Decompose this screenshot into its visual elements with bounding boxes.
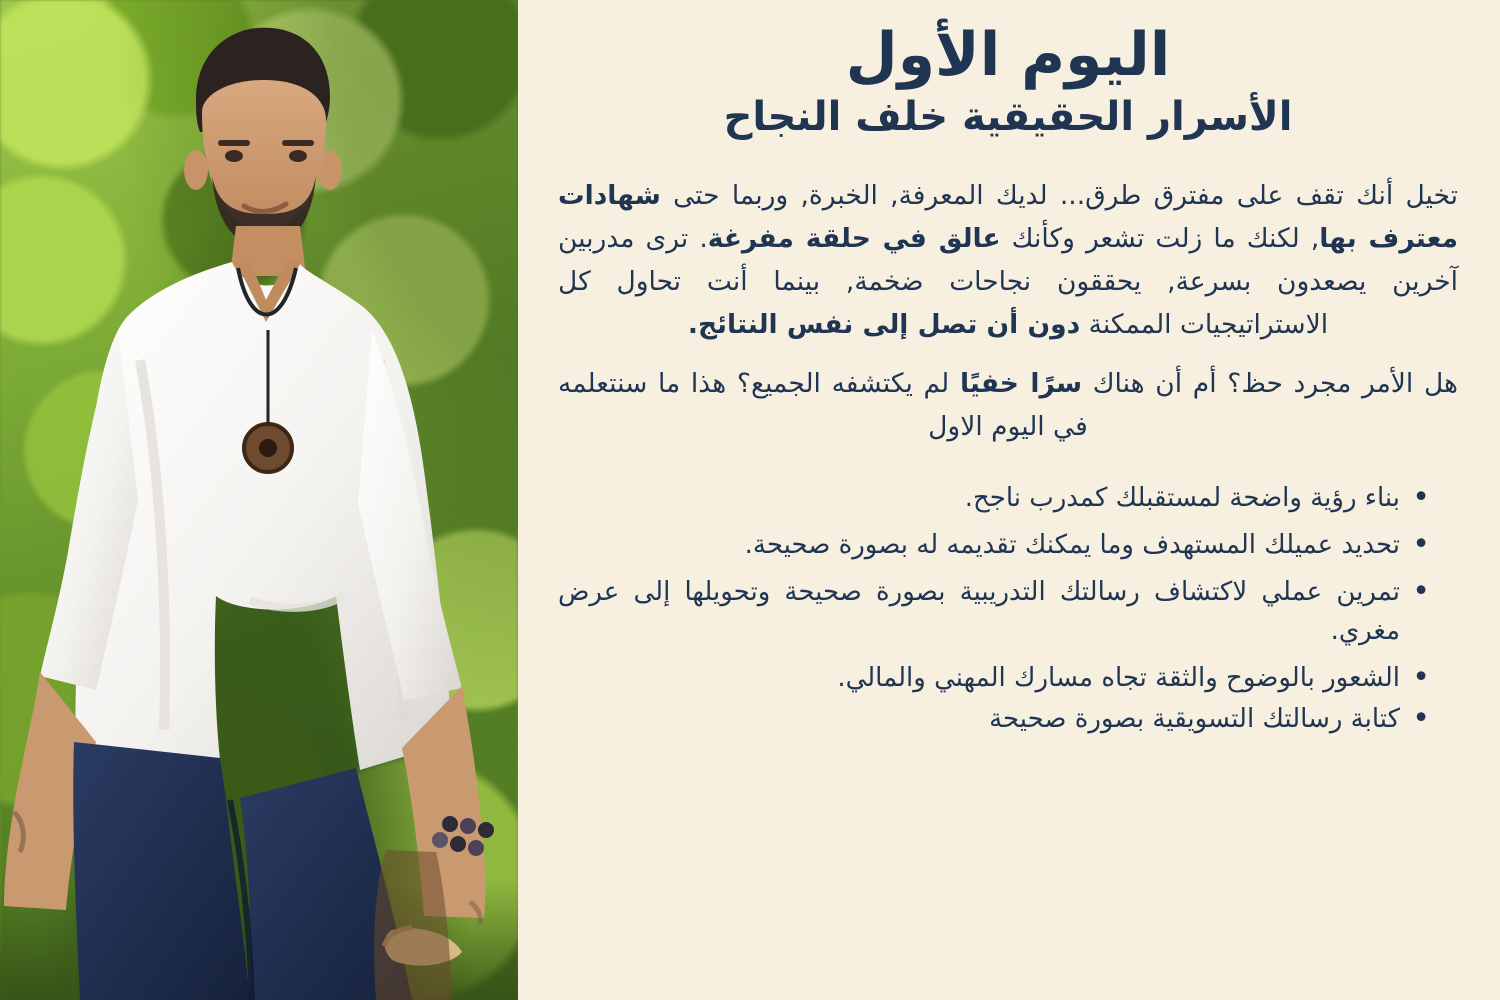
list-item: • تحديد عميلك المستهدف وما يمكنك تقديمه له بصورة صحيحة.: [558, 526, 1400, 565]
p1-bold-1: شهادات معترف بها: [558, 180, 1458, 255]
photo-panel: [0, 0, 518, 1000]
p1-text-part-2: , لكنك ما زلت تشعر وكأنك: [1000, 223, 1320, 255]
outcomes-list: [558, 479, 1458, 739]
list-item: • الشعور بالوضوح والثقة تجاه مسارك المهني والمالي.: [558, 659, 1400, 698]
p2-text-part-2: لم يكتشفه الجميع؟ هذا ما سنتعلمه في اليوم الاول: [558, 367, 1088, 442]
text-panel: [518, 0, 1500, 1000]
p1-bold-2: عالق في حلقة مفرغة: [707, 223, 1001, 255]
list-item: • بناء رؤية واضحة لمستقبلك كمدرب ناجح.: [558, 479, 1400, 518]
intro-paragraph-1: [558, 175, 1458, 347]
man-walking-figure: [0, 0, 518, 1000]
p2-bold-1: سرًا خفيًا: [959, 367, 1083, 399]
page-title: اليوم الأول: [845, 20, 1171, 90]
list-item: • تمرين عملي لاكتشاف رسالتك التدريبية بصورة صحيحة وتحويلها إلى عرض مغري.: [558, 573, 1400, 651]
p2-text-part-1: هل الأمر مجرد حظ؟ أم أن هناك: [1082, 367, 1458, 399]
p1-text-part-1: تخيل أنك تقف على مفترق طرق... لديك المعرفة, الخبرة, وربما حتى: [660, 180, 1458, 212]
list-item: • كتابة رسالتك التسويقية بصورة صحيحة: [558, 700, 1400, 739]
p1-text-part-3: . ترى مدربين آخرين يصعدون بسرعة, يحققون نجاحات ضخمة, بينما أنت تحاول كل الاستراتيجيات الممكنة: [558, 223, 1458, 340]
p1-bold-3: دون أن تصل إلى نفس النتائج.: [687, 308, 1081, 340]
page-subtitle: الأسرار الحقيقية خلف النجاح: [723, 94, 1293, 141]
intro-paragraph-2: [558, 363, 1458, 449]
